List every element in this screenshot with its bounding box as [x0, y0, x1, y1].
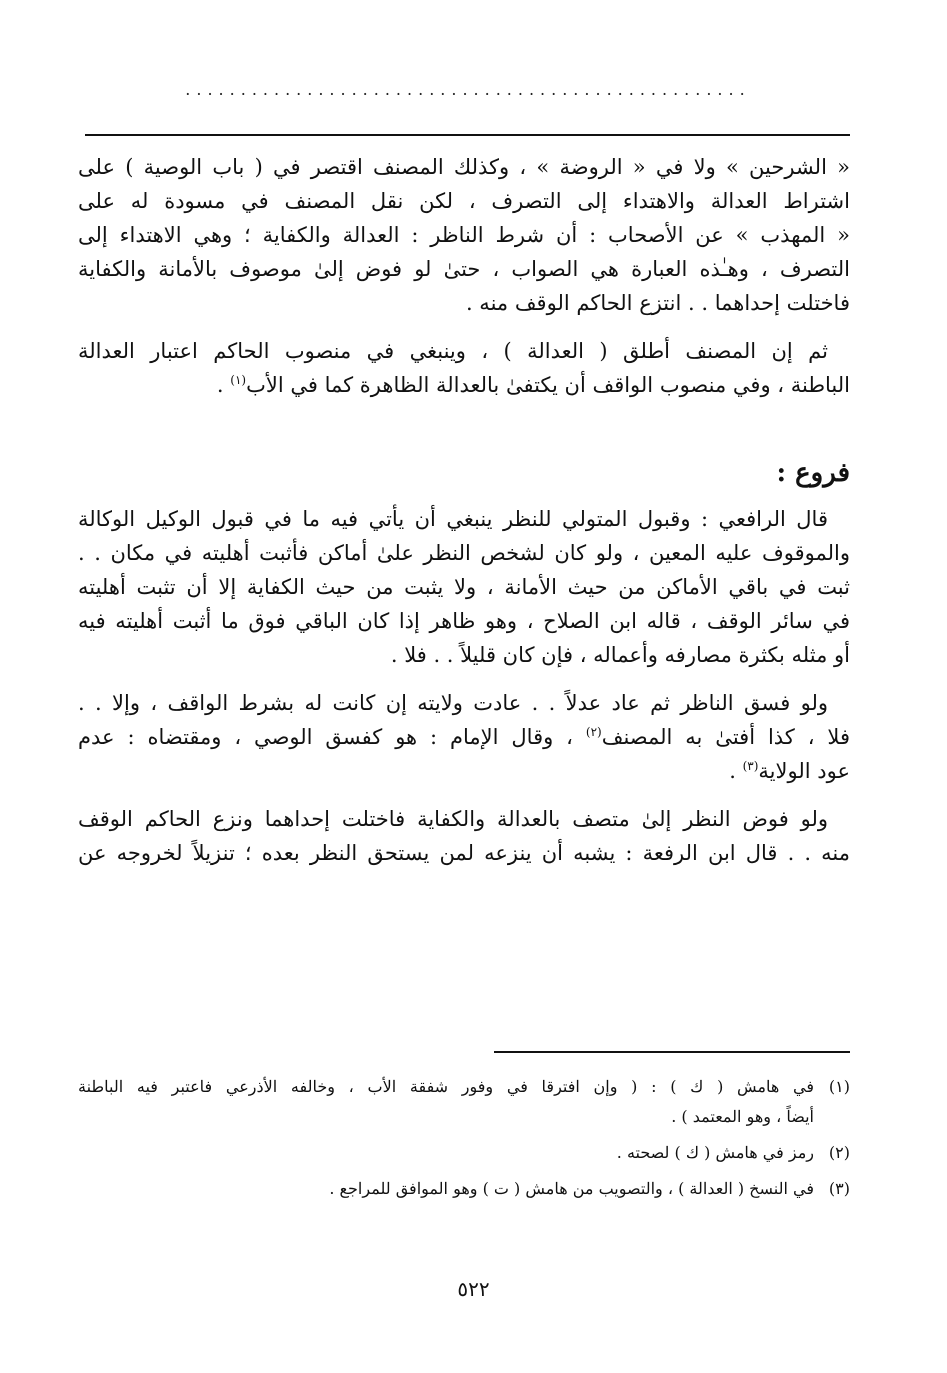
text-line: ثبت في باقي الأماكن من حيث الأمانة ، ولا يثبت من حيث الكفاية إلا أن تثبت أهليته: [78, 575, 850, 599]
footnote-3: [78, 1174, 850, 1204]
footnote-1: [78, 1072, 850, 1132]
footnote-line: رمز في هامش ( ك ) لصحته .: [616, 1143, 814, 1162]
header-dotted-line: ...................................................: [185, 80, 751, 99]
footnote-2: [78, 1138, 850, 1168]
text-line: ثم إن المصنف أطلق ( العدالة ) ، وينبغي في منصوب الحاكم اعتبار العدالة: [78, 339, 828, 363]
footnote-ref-2: (٢): [585, 725, 602, 739]
text-line: في سائر الوقف ، قاله ابن الصلاح ، وهو ظاهر إذا كان الباقي فوق ما أثبت أهليته فيه: [78, 609, 850, 633]
footnote-number: (١): [828, 1077, 850, 1096]
footnote-line: أيضاً ، وهو المعتمد ) .: [671, 1107, 814, 1126]
footnote-number: (٣): [828, 1179, 850, 1198]
section-heading: فروع :: [776, 458, 850, 488]
text-line: أو مثله بكثرة مصارفه وأعماله ، فإن كان قليلاً . . فلا .: [390, 643, 850, 667]
footnote-body: [78, 1072, 814, 1132]
text-line: ولو فوض النظر إلىٰ متصف بالعدالة والكفاية فاختلت إحداهما ونزع الحاكم الوقف: [78, 807, 828, 831]
paragraph-2: [78, 334, 850, 402]
footnote-rule: [494, 1051, 850, 1053]
text-segment: الباطنة ، وفي منصوب الواقف أن يكتفىٰ بالعدالة الظاهرة كما في الأب: [246, 373, 850, 397]
text-line: « المهذب » عن الأصحاب : أن شرط الناظر : العدالة والكفاية ؛ وهي الاهتداء إلى: [78, 223, 850, 247]
text-segment: ، وقال الإمام : هو كفسق الوصي ، ومقتضاه : عدم: [78, 725, 586, 749]
text-segment: .: [216, 373, 231, 397]
header-rule: [85, 134, 850, 136]
text-line: التصرف ، وهـٰذه العبارة هي الصواب ، حتىٰ لو فوض إلىٰ موصوف بالأمانة والكفاية: [78, 257, 850, 281]
text-line: اشتراط العدالة والاهتداء إلى التصرف ، لكن نقل المصنف في مسودة له على: [78, 189, 850, 213]
footnote-body: [78, 1174, 814, 1204]
text-line: ولو فسق الناظر ثم عاد عدلاً . . عادت ولايته إن كانت له بشرط الواقف ، وإلا . .: [78, 691, 828, 715]
footnote-body: [78, 1138, 814, 1168]
text-line: « الشرحين » ولا في « الروضة » ، وكذلك المصنف اقتصر في ( باب الوصية ) على: [78, 155, 850, 179]
paragraph-3: [78, 502, 850, 672]
text-segment: فلا ، كذا أفتىٰ به المصنف: [601, 725, 850, 749]
text-segment: عود الولاية: [758, 759, 850, 783]
footnote-line: في هامش ( ك ) : ( وإن افترقا في وفور شفقة الأب ، وخالفه الأذرعي فاعتبر فيه الباطنة: [78, 1077, 814, 1096]
text-line: [78, 368, 850, 402]
footnote-number: (٢): [828, 1143, 850, 1162]
text-line: [78, 754, 850, 788]
text-line: [78, 720, 850, 754]
paragraph-1: [78, 150, 850, 320]
paragraph-5: [78, 802, 850, 870]
footnote-line: في النسخ ( العدالة ) ، والتصويب من هامش ( ت ) وهو الموافق للمراجع .: [329, 1179, 814, 1198]
text-segment: .: [729, 759, 743, 783]
text-line: والموقوف عليه المعين ، ولو كان لشخص النظر علىٰ أماكن فأثبت أهليته في مكان . .: [78, 541, 850, 565]
text-line: فاختلت إحداهما . . انتزع الحاكم الوقف منه .: [465, 291, 850, 315]
paragraph-4: [78, 686, 850, 788]
text-line: منه . . قال ابن الرفعة : يشبه أن ينزعه لمن يستحق النظر بعده ؛ تنزيلاً لخروجه عن: [78, 841, 850, 865]
footnote-ref-1: (١): [230, 373, 247, 387]
text-line: قال الرافعي : وقبول المتولي للنظر ينبغي أن يأتي فيه ما في قبول الوكيل الوكالة: [78, 507, 828, 531]
page-number: ٥٢٢: [457, 1277, 490, 1301]
footnotes: [78, 1072, 850, 1210]
footnote-ref-3: (٣): [742, 759, 759, 773]
main-text: [78, 150, 850, 884]
